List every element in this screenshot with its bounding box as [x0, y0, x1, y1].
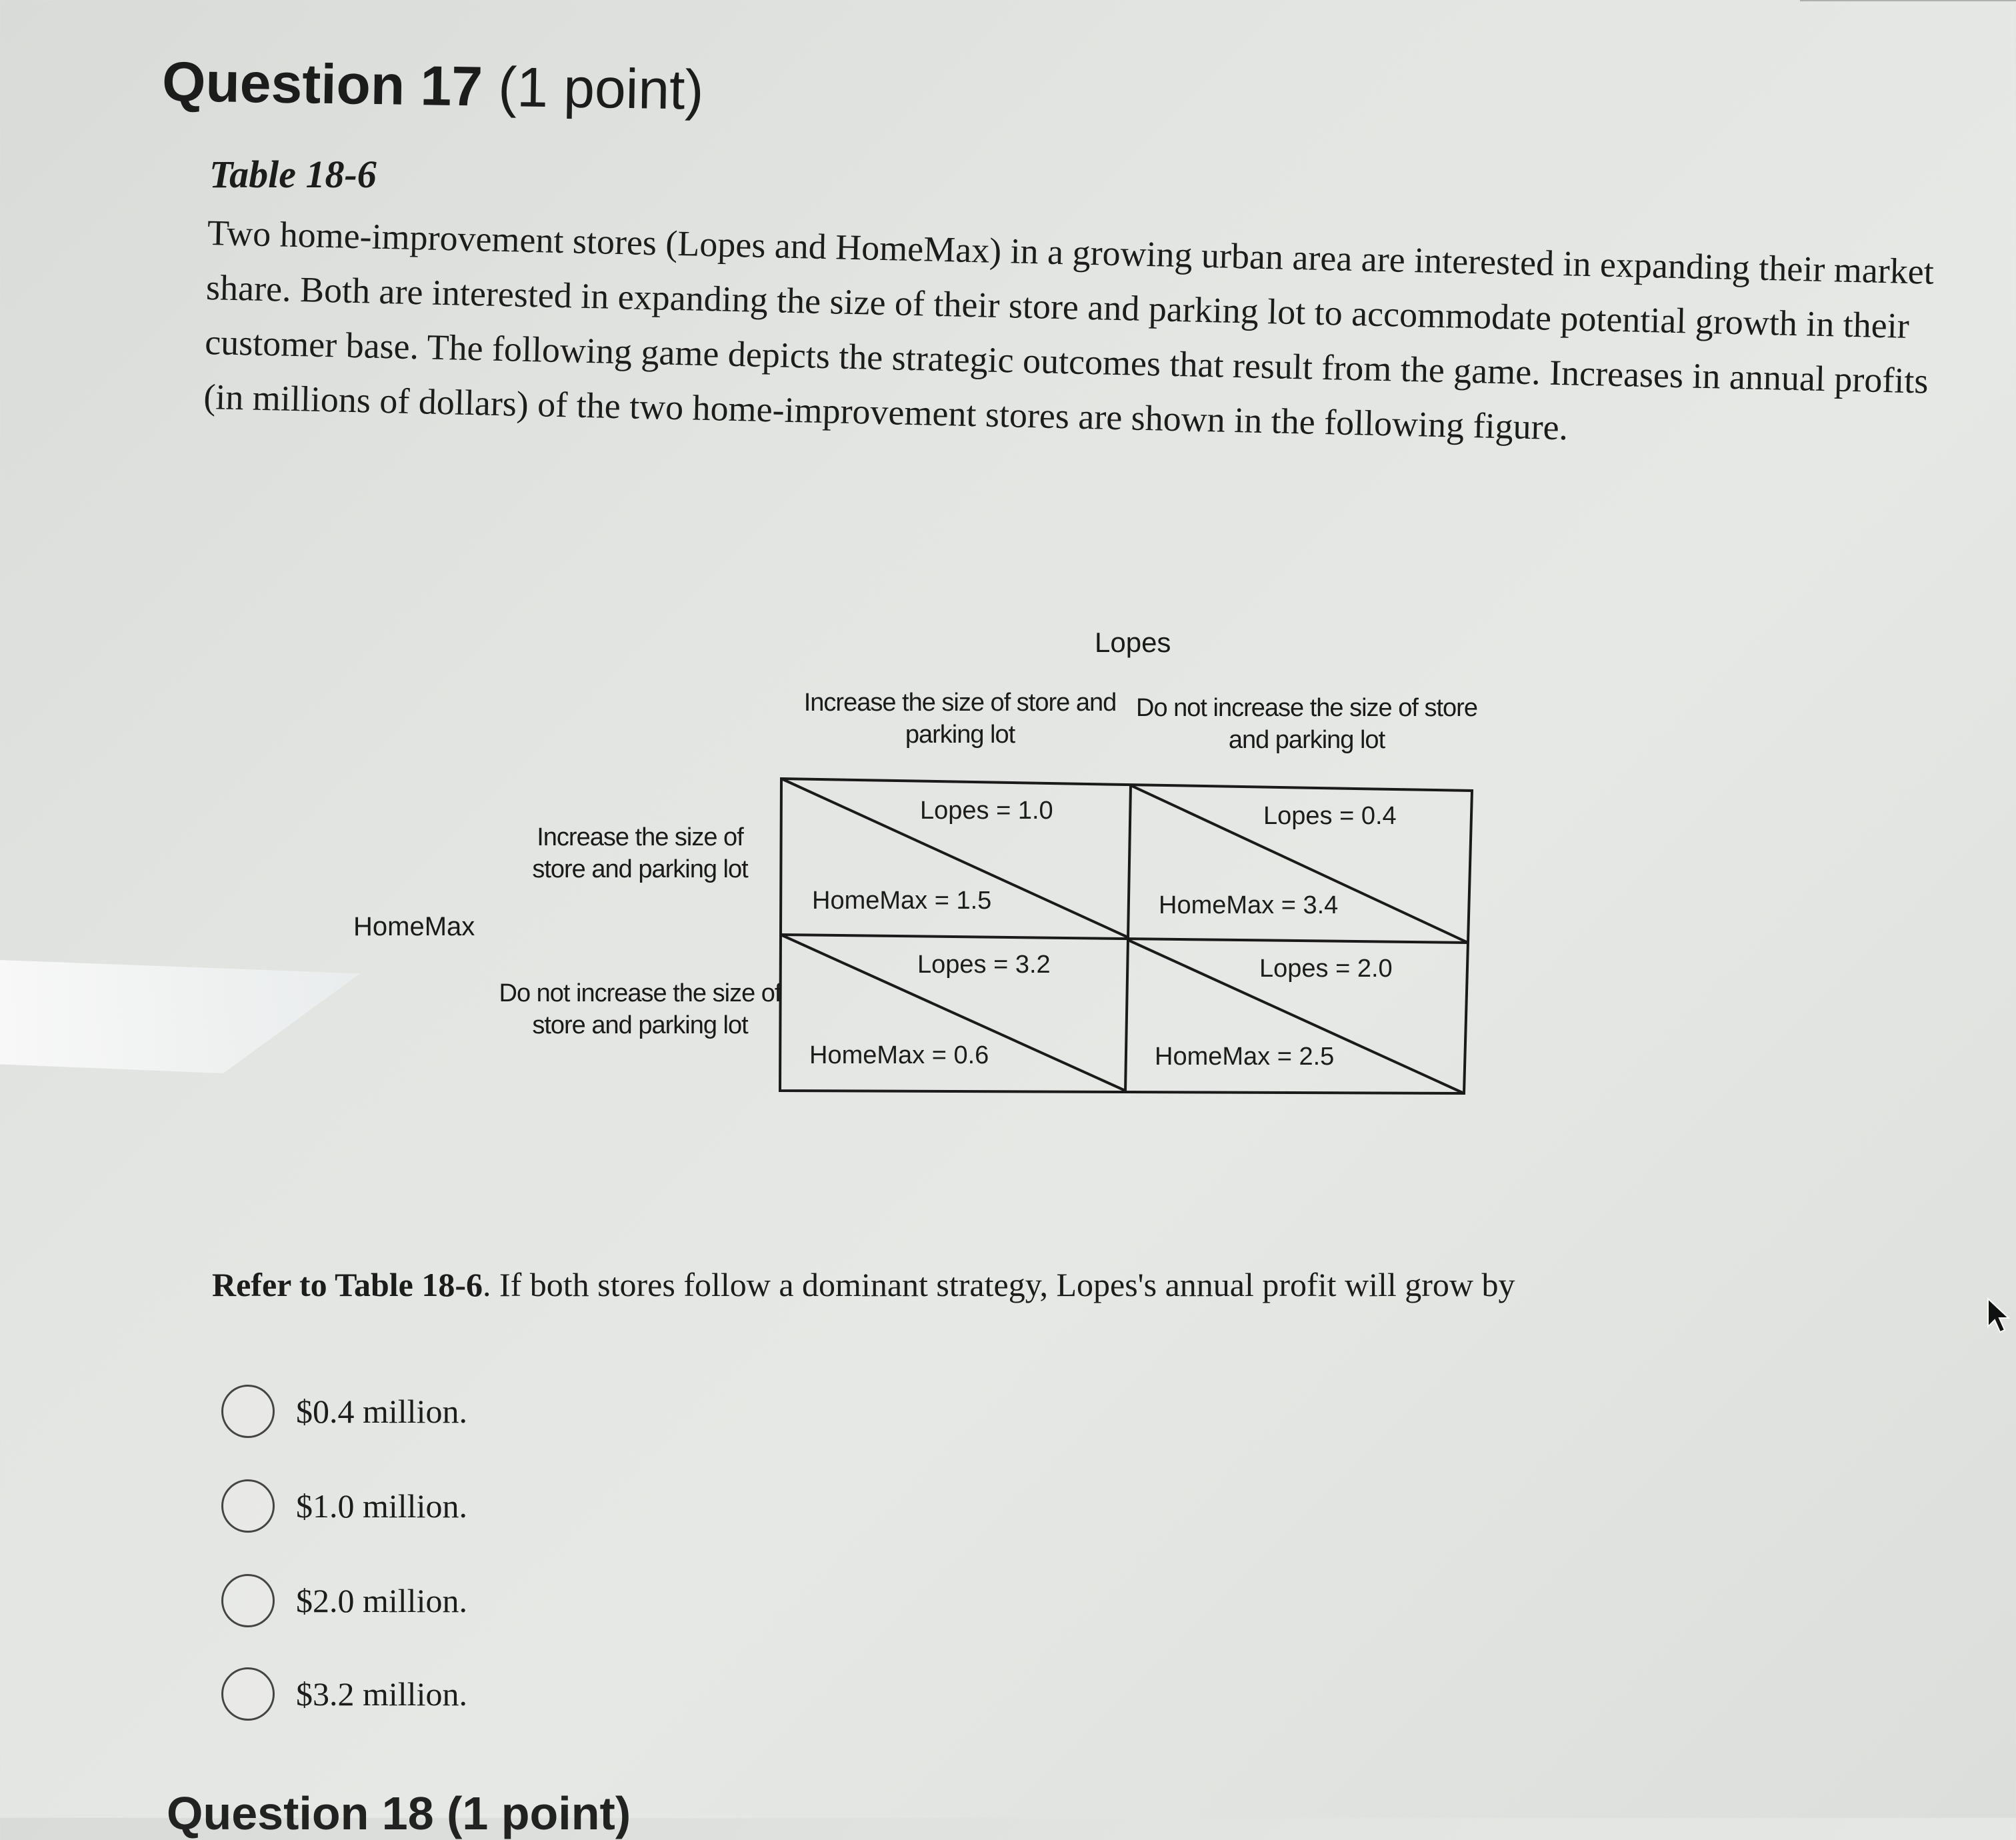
column-player-label: Lopes: [1095, 627, 1171, 658]
question-points: (1 point): [497, 55, 705, 121]
answer-option-label[interactable]: $0.4 million.: [296, 1393, 467, 1430]
cell-4-lopes-payoff: Lopes = 2.0: [1259, 955, 1393, 983]
question-description: Two home-improvement stores (Lopes and HomeMax) in a growing urban area are interested in expanding their market share. Both are interested in expanding the size of their store and parking lot to accommodate potential growth in their customer base. The following game depicts the strategic outcomes that result from the game. Increases in annual profits (in millions of dollars) of the two home-improvement stores are shown in the following figure.: [203, 212, 1935, 448]
answer-option-label[interactable]: $1.0 million.: [296, 1487, 467, 1525]
next-question-title: Question 18 (1 point): [167, 1787, 631, 1839]
mouse-pointer-icon: [1987, 1297, 2011, 1335]
table-label: Table 18-6: [209, 153, 377, 196]
answer-option-label[interactable]: $3.2 million.: [296, 1675, 467, 1713]
row-strategy-do-not-increase: Do not increase the size of store and parking lot: [499, 979, 781, 1039]
cell-1-homemax-payoff: HomeMax = 1.5: [812, 887, 992, 915]
question-prompt: [212, 1265, 1515, 1304]
answer-option-3[interactable]: [221, 1571, 467, 1631]
cell-2-homemax-payoff: HomeMax = 3.4: [1159, 891, 1339, 919]
radio-unchecked-icon[interactable]: [221, 1667, 275, 1721]
row-player-label: HomeMax: [353, 912, 475, 941]
answer-option-4[interactable]: [221, 1664, 467, 1724]
answer-option-2[interactable]: [221, 1476, 467, 1536]
cell-3-lopes-payoff: Lopes = 3.2: [917, 951, 1051, 979]
answer-option-label[interactable]: $2.0 million.: [296, 1582, 467, 1619]
row-strategy-increase: Increase the size of store and parking lot: [532, 823, 748, 883]
cell-2-lopes-payoff: Lopes = 0.4: [1263, 802, 1397, 830]
cell-1-lopes-payoff: Lopes = 1.0: [920, 797, 1053, 825]
column-strategy-increase: Increase the size of store and parking lot: [803, 689, 1117, 749]
radio-unchecked-icon[interactable]: [221, 1385, 275, 1438]
question-number: Question 17: [161, 49, 483, 118]
column-strategy-do-not-increase: Do not increase the size of store and parking lot: [1136, 694, 1477, 754]
radio-unchecked-icon[interactable]: [221, 1479, 275, 1533]
question-prompt-reference: Refer to Table 18-6: [212, 1266, 483, 1303]
answer-option-1[interactable]: [221, 1381, 467, 1441]
cell-3-homemax-payoff: HomeMax = 0.6: [809, 1041, 989, 1069]
question-prompt-text: . If both stores follow a dominant strategy, Lopes's annual profit will grow by: [482, 1266, 1515, 1303]
radio-unchecked-icon[interactable]: [221, 1574, 275, 1627]
cell-4-homemax-payoff: HomeMax = 2.5: [1155, 1043, 1335, 1071]
